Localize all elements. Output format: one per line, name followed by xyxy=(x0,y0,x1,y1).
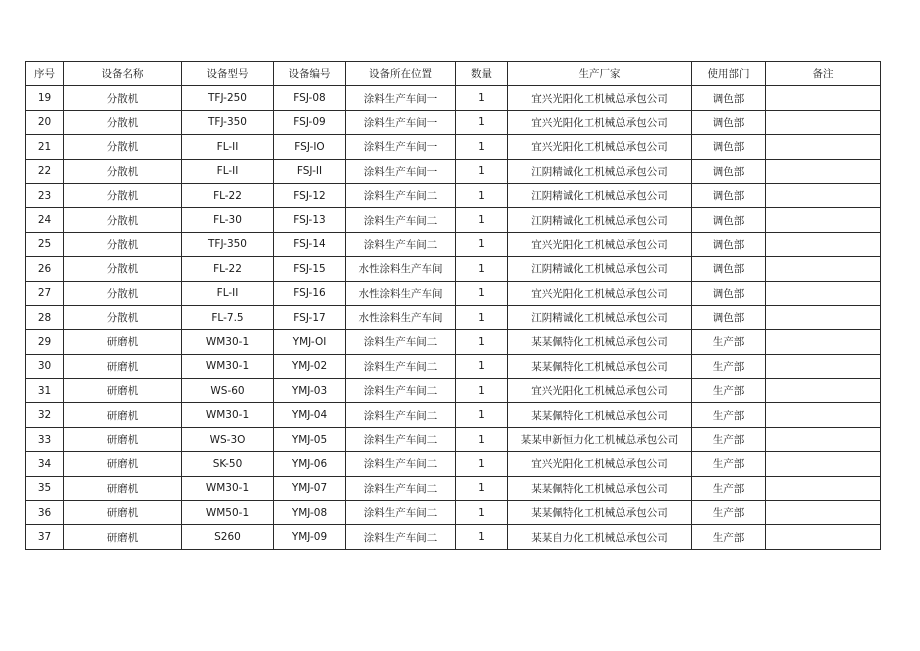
name-cell: 研磨机 xyxy=(64,330,182,354)
manufacturer-cell: 宜兴光阳化工机械总承包公司 xyxy=(508,110,692,134)
department-cell: 生产部 xyxy=(692,452,766,476)
name-cell: 分散机 xyxy=(64,232,182,256)
location-cell: 涂料生产车间二 xyxy=(346,452,456,476)
index-cell: 36 xyxy=(26,501,64,525)
manufacturer-cell: 某某佩特化工机械总承包公司 xyxy=(508,354,692,378)
manufacturer-cell: 江阴精诚化工机械总承包公司 xyxy=(508,208,692,232)
header-cell-index: 序号 xyxy=(26,62,64,86)
name-cell: 研磨机 xyxy=(64,427,182,451)
remarks-cell xyxy=(766,379,881,403)
name-cell: 分散机 xyxy=(64,110,182,134)
table-row xyxy=(26,330,881,354)
name-cell: 分散机 xyxy=(64,281,182,305)
department-cell: 生产部 xyxy=(692,379,766,403)
table-row xyxy=(26,501,881,525)
code-cell: YMJ-06 xyxy=(274,452,346,476)
quantity-cell: 1 xyxy=(456,379,508,403)
model-cell: FL-II xyxy=(182,159,274,183)
quantity-cell: 1 xyxy=(456,501,508,525)
name-cell: 研磨机 xyxy=(64,476,182,500)
manufacturer-cell: 江阴精诚化工机械总承包公司 xyxy=(508,257,692,281)
index-cell: 37 xyxy=(26,525,64,549)
table-row xyxy=(26,281,881,305)
quantity-cell: 1 xyxy=(456,257,508,281)
header-cell-location: 设备所在位置 xyxy=(346,62,456,86)
location-cell: 水性涂料生产车间 xyxy=(346,305,456,329)
manufacturer-cell: 某某佩特化工机械总承包公司 xyxy=(508,501,692,525)
location-cell: 涂料生产车间二 xyxy=(346,525,456,549)
department-cell: 调色部 xyxy=(692,183,766,207)
model-cell: WM30-1 xyxy=(182,330,274,354)
name-cell: 分散机 xyxy=(64,257,182,281)
table-row xyxy=(26,427,881,451)
index-cell: 23 xyxy=(26,183,64,207)
quantity-cell: 1 xyxy=(456,525,508,549)
department-cell: 调色部 xyxy=(692,281,766,305)
remarks-cell xyxy=(766,208,881,232)
location-cell: 涂料生产车间二 xyxy=(346,330,456,354)
manufacturer-cell: 江阴精诚化工机械总承包公司 xyxy=(508,159,692,183)
remarks-cell xyxy=(766,476,881,500)
quantity-cell: 1 xyxy=(456,427,508,451)
department-cell: 生产部 xyxy=(692,330,766,354)
model-cell: TFJ-250 xyxy=(182,86,274,110)
index-cell: 31 xyxy=(26,379,64,403)
table-row xyxy=(26,232,881,256)
code-cell: FSJ-15 xyxy=(274,257,346,281)
name-cell: 分散机 xyxy=(64,208,182,232)
code-cell: FSJ-II xyxy=(274,159,346,183)
remarks-cell xyxy=(766,501,881,525)
remarks-cell xyxy=(766,305,881,329)
model-cell: FL-22 xyxy=(182,257,274,281)
index-cell: 32 xyxy=(26,403,64,427)
code-cell: FSJ-14 xyxy=(274,232,346,256)
manufacturer-cell: 某某申新恒力化工机械总承包公司 xyxy=(508,427,692,451)
manufacturer-cell: 宜兴光阳化工机械总承包公司 xyxy=(508,86,692,110)
model-cell: WM50-1 xyxy=(182,501,274,525)
quantity-cell: 1 xyxy=(456,135,508,159)
name-cell: 分散机 xyxy=(64,135,182,159)
table-row xyxy=(26,86,881,110)
remarks-cell xyxy=(766,183,881,207)
remarks-cell xyxy=(766,403,881,427)
location-cell: 涂料生产车间一 xyxy=(346,159,456,183)
remarks-cell xyxy=(766,232,881,256)
manufacturer-cell: 宜兴光阳化工机械总承包公司 xyxy=(508,232,692,256)
manufacturer-cell: 某某佩特化工机械总承包公司 xyxy=(508,403,692,427)
table-row xyxy=(26,135,881,159)
code-cell: FSJ-16 xyxy=(274,281,346,305)
department-cell: 调色部 xyxy=(692,135,766,159)
code-cell: YMJ-04 xyxy=(274,403,346,427)
table-body xyxy=(26,86,881,549)
manufacturer-cell: 某某佩特化工机械总承包公司 xyxy=(508,476,692,500)
code-cell: YMJ-05 xyxy=(274,427,346,451)
code-cell: YMJ-07 xyxy=(274,476,346,500)
code-cell: YMJ-09 xyxy=(274,525,346,549)
name-cell: 研磨机 xyxy=(64,379,182,403)
manufacturer-cell: 宜兴光阳化工机械总承包公司 xyxy=(508,379,692,403)
remarks-cell xyxy=(766,354,881,378)
header-cell-manufacturer: 生产厂家 xyxy=(508,62,692,86)
location-cell: 涂料生产车间二 xyxy=(346,501,456,525)
index-cell: 35 xyxy=(26,476,64,500)
location-cell: 涂料生产车间二 xyxy=(346,476,456,500)
location-cell: 涂料生产车间二 xyxy=(346,232,456,256)
remarks-cell xyxy=(766,110,881,134)
quantity-cell: 1 xyxy=(456,159,508,183)
name-cell: 分散机 xyxy=(64,305,182,329)
quantity-cell: 1 xyxy=(456,476,508,500)
department-cell: 生产部 xyxy=(692,354,766,378)
header-cell-name: 设备名称 xyxy=(64,62,182,86)
remarks-cell xyxy=(766,427,881,451)
department-cell: 调色部 xyxy=(692,305,766,329)
index-cell: 28 xyxy=(26,305,64,329)
table-row xyxy=(26,305,881,329)
index-cell: 19 xyxy=(26,86,64,110)
table-row xyxy=(26,257,881,281)
model-cell: WM30-1 xyxy=(182,403,274,427)
manufacturer-cell: 宜兴光阳化工机械总承包公司 xyxy=(508,281,692,305)
model-cell: WS-60 xyxy=(182,379,274,403)
index-cell: 21 xyxy=(26,135,64,159)
model-cell: TFJ-350 xyxy=(182,110,274,134)
department-cell: 生产部 xyxy=(692,427,766,451)
department-cell: 调色部 xyxy=(692,208,766,232)
model-cell: FL-7.5 xyxy=(182,305,274,329)
department-cell: 调色部 xyxy=(692,257,766,281)
quantity-cell: 1 xyxy=(456,281,508,305)
remarks-cell xyxy=(766,281,881,305)
header-cell-department: 使用部门 xyxy=(692,62,766,86)
manufacturer-cell: 宜兴光阳化工机械总承包公司 xyxy=(508,452,692,476)
remarks-cell xyxy=(766,525,881,549)
model-cell: SK-50 xyxy=(182,452,274,476)
location-cell: 涂料生产车间二 xyxy=(346,354,456,378)
manufacturer-cell: 江阴精诚化工机械总承包公司 xyxy=(508,305,692,329)
remarks-cell xyxy=(766,86,881,110)
name-cell: 研磨机 xyxy=(64,452,182,476)
code-cell: YMJ-03 xyxy=(274,379,346,403)
location-cell: 涂料生产车间二 xyxy=(346,208,456,232)
index-cell: 29 xyxy=(26,330,64,354)
remarks-cell xyxy=(766,159,881,183)
model-cell: FL-II xyxy=(182,135,274,159)
equipment-table xyxy=(25,61,881,550)
location-cell: 涂料生产车间二 xyxy=(346,379,456,403)
code-cell: FSJ-IO xyxy=(274,135,346,159)
quantity-cell: 1 xyxy=(456,86,508,110)
department-cell: 调色部 xyxy=(692,86,766,110)
model-cell: FL-II xyxy=(182,281,274,305)
location-cell: 涂料生产车间一 xyxy=(346,86,456,110)
quantity-cell: 1 xyxy=(456,110,508,134)
name-cell: 分散机 xyxy=(64,183,182,207)
remarks-cell xyxy=(766,135,881,159)
location-cell: 涂料生产车间二 xyxy=(346,427,456,451)
quantity-cell: 1 xyxy=(456,305,508,329)
table-row xyxy=(26,159,881,183)
quantity-cell: 1 xyxy=(456,403,508,427)
index-cell: 27 xyxy=(26,281,64,305)
index-cell: 26 xyxy=(26,257,64,281)
location-cell: 水性涂料生产车间 xyxy=(346,281,456,305)
code-cell: FSJ-12 xyxy=(274,183,346,207)
quantity-cell: 1 xyxy=(456,183,508,207)
model-cell: FL-30 xyxy=(182,208,274,232)
name-cell: 研磨机 xyxy=(64,525,182,549)
model-cell: WM30-1 xyxy=(182,354,274,378)
code-cell: FSJ-08 xyxy=(274,86,346,110)
table-row xyxy=(26,452,881,476)
table-row xyxy=(26,525,881,549)
location-cell: 涂料生产车间二 xyxy=(346,403,456,427)
index-cell: 25 xyxy=(26,232,64,256)
code-cell: FSJ-17 xyxy=(274,305,346,329)
department-cell: 调色部 xyxy=(692,110,766,134)
index-cell: 24 xyxy=(26,208,64,232)
code-cell: YMJ-08 xyxy=(274,501,346,525)
name-cell: 分散机 xyxy=(64,86,182,110)
code-cell: YMJ-OI xyxy=(274,330,346,354)
department-cell: 调色部 xyxy=(692,232,766,256)
index-cell: 20 xyxy=(26,110,64,134)
quantity-cell: 1 xyxy=(456,354,508,378)
quantity-cell: 1 xyxy=(456,232,508,256)
department-cell: 生产部 xyxy=(692,403,766,427)
department-cell: 生产部 xyxy=(692,501,766,525)
table-row xyxy=(26,403,881,427)
index-cell: 30 xyxy=(26,354,64,378)
location-cell: 涂料生产车间一 xyxy=(346,110,456,134)
name-cell: 研磨机 xyxy=(64,354,182,378)
quantity-cell: 1 xyxy=(456,330,508,354)
table-row xyxy=(26,379,881,403)
manufacturer-cell: 某某佩特化工机械总承包公司 xyxy=(508,330,692,354)
code-cell: YMJ-02 xyxy=(274,354,346,378)
code-cell: FSJ-09 xyxy=(274,110,346,134)
model-cell: WS-3O xyxy=(182,427,274,451)
remarks-cell xyxy=(766,452,881,476)
table-row xyxy=(26,208,881,232)
header-cell-quantity: 数量 xyxy=(456,62,508,86)
model-cell: WM30-1 xyxy=(182,476,274,500)
quantity-cell: 1 xyxy=(456,452,508,476)
model-cell: S260 xyxy=(182,525,274,549)
remarks-cell xyxy=(766,330,881,354)
header-row xyxy=(26,62,881,86)
header-cell-remarks: 备注 xyxy=(766,62,881,86)
location-cell: 涂料生产车间二 xyxy=(346,183,456,207)
index-cell: 34 xyxy=(26,452,64,476)
manufacturer-cell: 江阴精诚化工机械总承包公司 xyxy=(508,183,692,207)
department-cell: 生产部 xyxy=(692,476,766,500)
code-cell: FSJ-13 xyxy=(274,208,346,232)
header-cell-model: 设备型号 xyxy=(182,62,274,86)
table-row xyxy=(26,110,881,134)
table-row xyxy=(26,354,881,378)
table-row xyxy=(26,183,881,207)
name-cell: 分散机 xyxy=(64,159,182,183)
location-cell: 涂料生产车间一 xyxy=(346,135,456,159)
location-cell: 水性涂料生产车间 xyxy=(346,257,456,281)
model-cell: FL-22 xyxy=(182,183,274,207)
manufacturer-cell: 宜兴光阳化工机械总承包公司 xyxy=(508,135,692,159)
department-cell: 调色部 xyxy=(692,159,766,183)
remarks-cell xyxy=(766,257,881,281)
name-cell: 研磨机 xyxy=(64,501,182,525)
table-row xyxy=(26,476,881,500)
index-cell: 22 xyxy=(26,159,64,183)
header-cell-code: 设备编号 xyxy=(274,62,346,86)
manufacturer-cell: 某某自力化工机械总承包公司 xyxy=(508,525,692,549)
quantity-cell: 1 xyxy=(456,208,508,232)
index-cell: 33 xyxy=(26,427,64,451)
name-cell: 研磨机 xyxy=(64,403,182,427)
department-cell: 生产部 xyxy=(692,525,766,549)
model-cell: TFJ-350 xyxy=(182,232,274,256)
